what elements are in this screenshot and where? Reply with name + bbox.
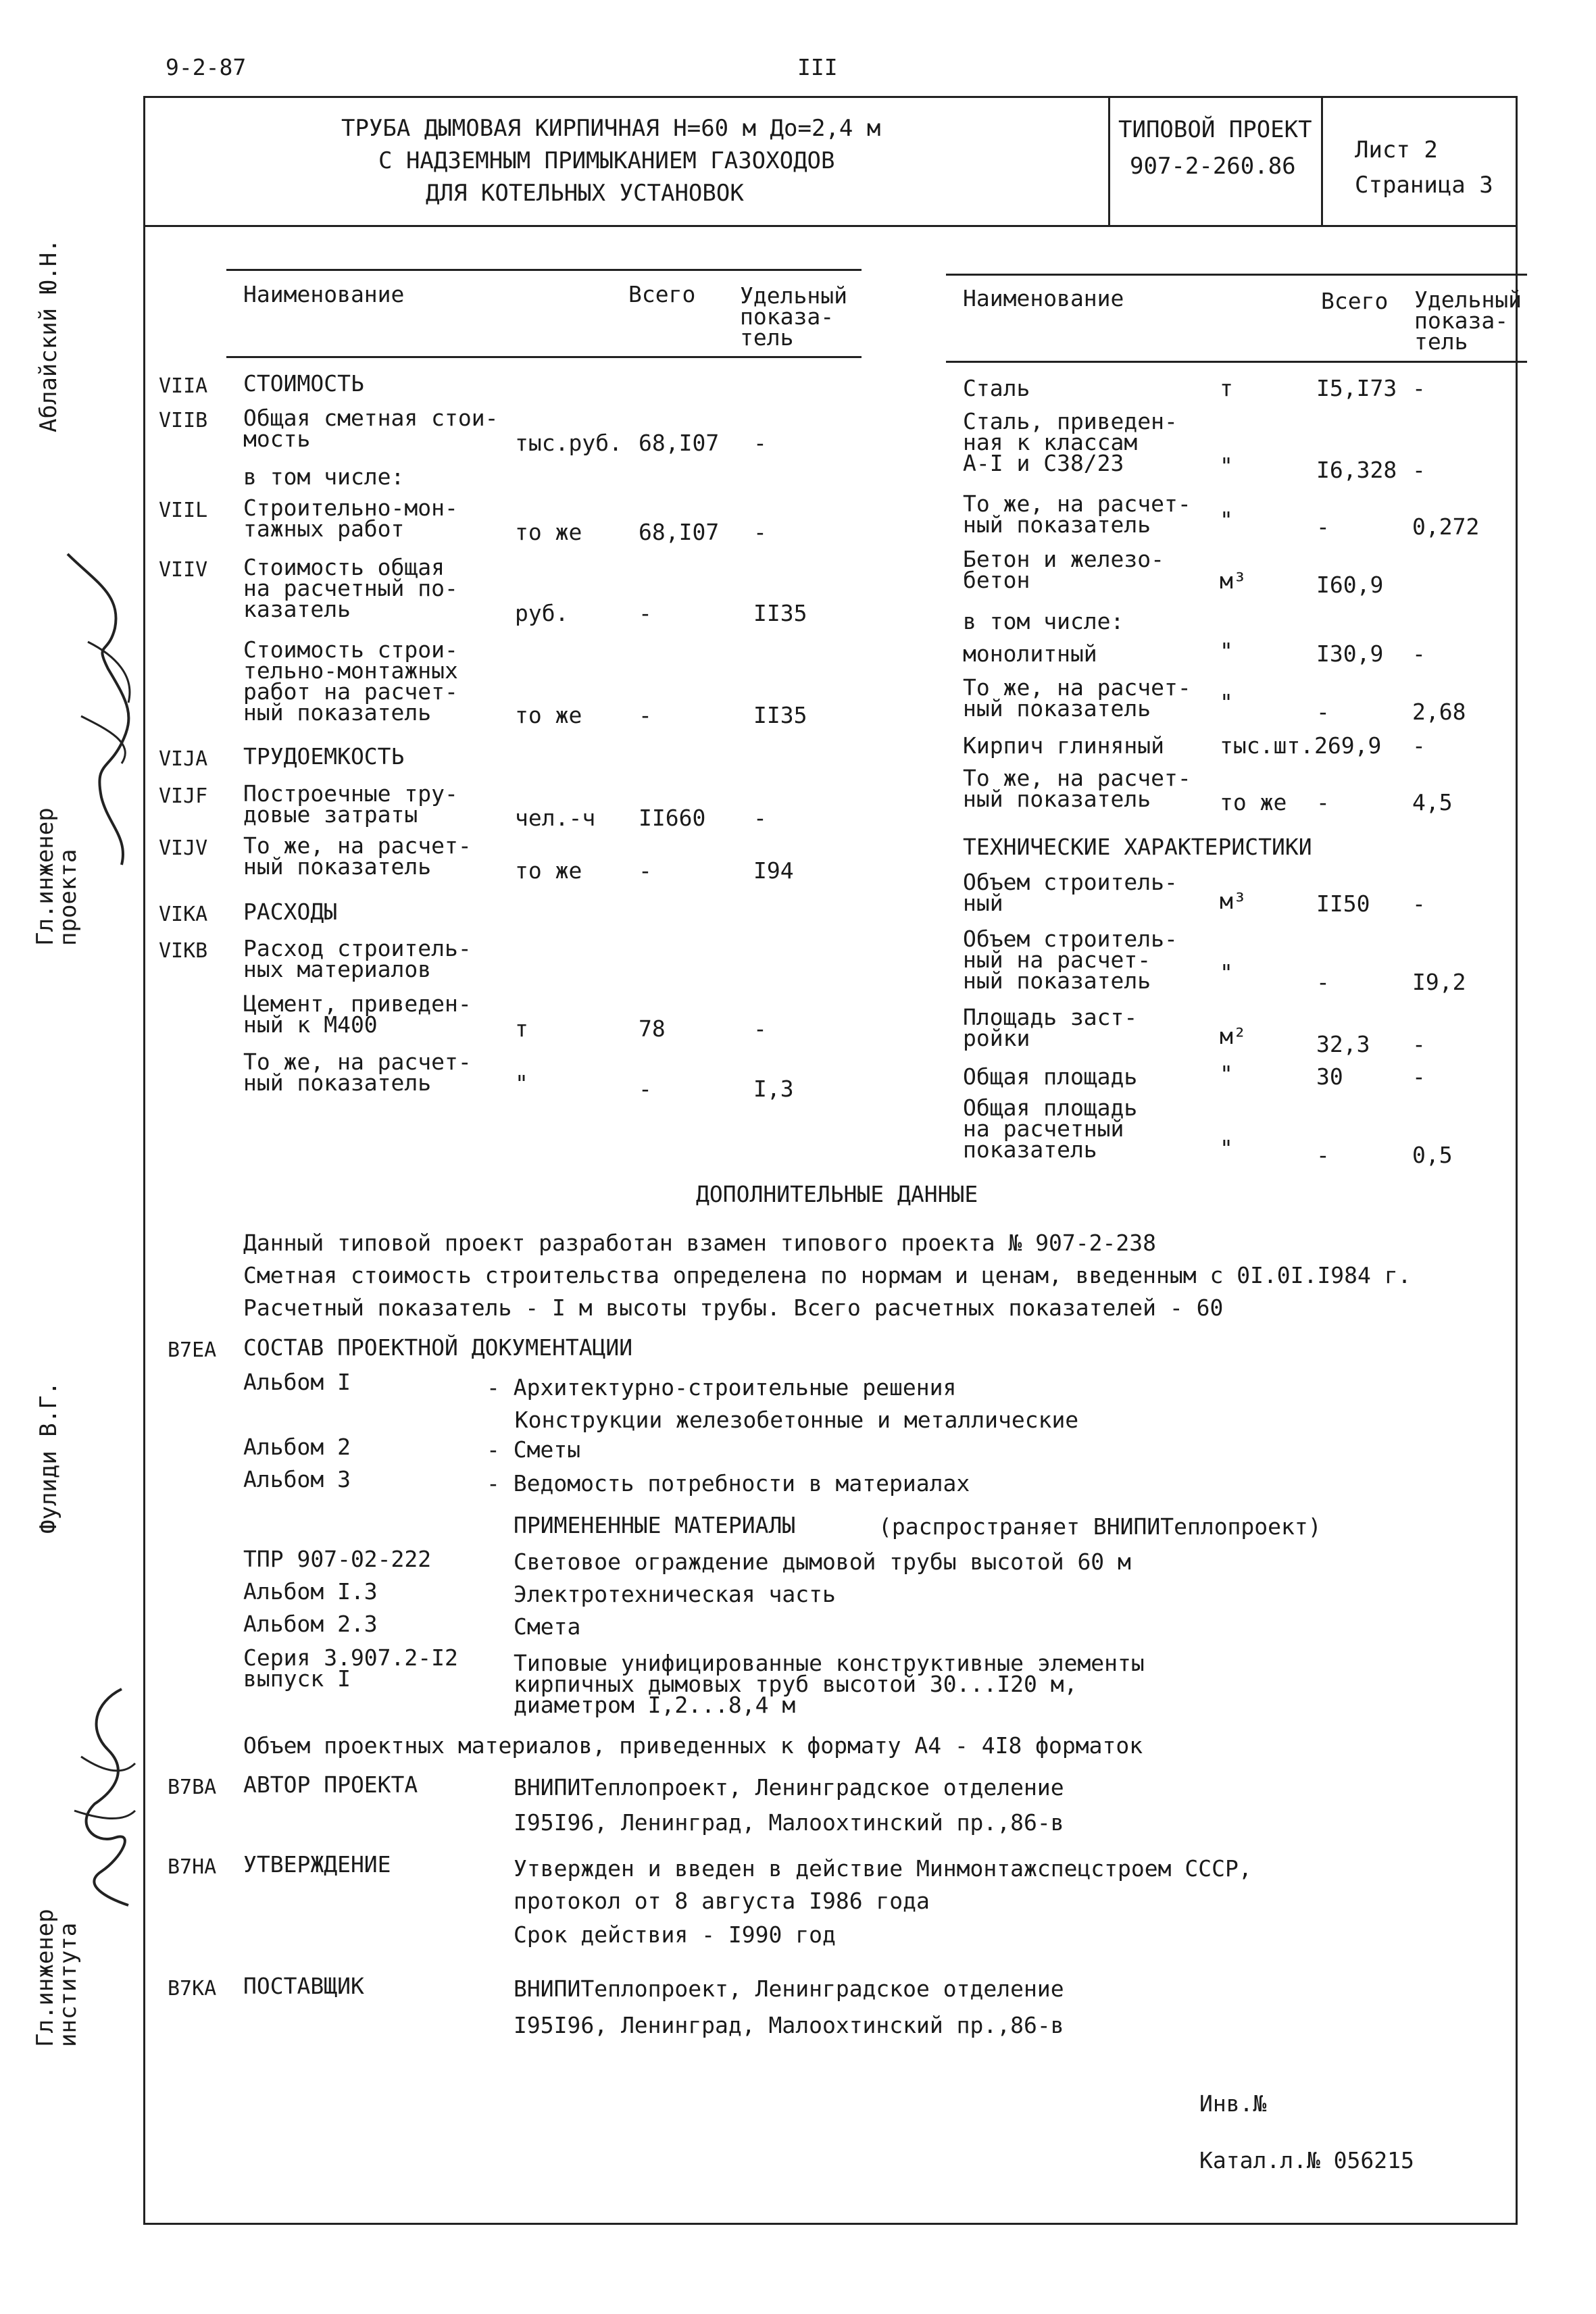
table-row-spec: -	[1412, 375, 1426, 401]
table-row-name: Сталь, приведен- ная к классам А-I и С38/23	[963, 408, 1178, 476]
row-code: B7EA	[168, 1338, 217, 1362]
title-line-3: ДЛЯ КОТЕЛЬНЫХ УСТАНОВОК	[426, 180, 744, 207]
catalog-number: Катал.л.№ 056215	[1199, 2147, 1414, 2173]
table-row-spec: I,3	[753, 1076, 794, 1102]
row-code: VIIB	[159, 409, 208, 432]
applied-note: (распространяет ВНИПИТеплопроект)	[878, 1513, 1322, 1540]
table-row-spec: -	[1412, 890, 1426, 917]
row-code: VIJV	[159, 836, 208, 860]
margin-name-1: Аблайский Ю.Н.	[35, 238, 62, 432]
table-row-total: 30	[1316, 1063, 1343, 1090]
table-row-name: ТРУДОЕМКОСТЬ	[243, 743, 405, 770]
table-row-spec: -	[1412, 457, 1426, 483]
table-row-unit: "	[1220, 507, 1233, 533]
row-code: VIJF	[159, 784, 208, 808]
right-header-total: Всего	[1321, 288, 1389, 314]
table-row-spec: I9,2	[1412, 969, 1466, 995]
table-row-name: То же, на расчет- ный показатель	[963, 765, 1191, 812]
table-row-name: То же, на расчет- ный показатель	[243, 1049, 472, 1096]
table-row-total: II660	[639, 805, 706, 831]
table-row-spec: -	[1412, 1063, 1426, 1090]
table-row-unit: "	[1220, 1135, 1233, 1161]
table-row-name: СТОИМОСТЬ	[243, 370, 364, 397]
table-row-spec: -	[753, 519, 767, 545]
table-row-total: 68,I07	[639, 519, 720, 545]
table-row-total: -	[1316, 513, 1330, 540]
title-line-1: ТРУБА ДЫМОВАЯ КИРПИЧНАЯ Н=60 м До=2,4 м	[341, 115, 881, 142]
table-row-unit: тыс.шт.	[1220, 732, 1314, 759]
author-line-2: I95I96, Ленинград, Малоохтинский пр.,86-в	[514, 1809, 1064, 1836]
signature-2	[54, 1676, 149, 1919]
table-row-unit: м³	[1220, 568, 1247, 594]
applied-desc: Световое ограждение дымовой трубы высотой 60 м	[514, 1549, 1131, 1575]
left-header-specific: Удельный показа- тель	[740, 282, 847, 351]
table-row-unit: "	[1220, 959, 1233, 986]
table-row-spec: -	[1412, 640, 1426, 667]
album-desc: - Ведомость потребности в материалах	[487, 1470, 970, 1496]
inventory-number: Инв.№	[1199, 2090, 1267, 2117]
table-row-total: -	[639, 857, 652, 884]
table-row-spec: I94	[753, 857, 794, 884]
author-line-1: ВНИПИТеплопроект, Ленинградское отделение	[514, 1774, 1064, 1801]
table-row-name: Стоимость общая на расчетный по- казатель	[243, 554, 458, 622]
table-row-name: Цемент, приведен- ный к М400	[243, 990, 472, 1038]
approval-line-2: протокол от 8 августа I986 года	[514, 1888, 930, 1914]
section-title-additional: ДОПОЛНИТЕЛЬНЫЕ ДАННЫЕ	[696, 1181, 978, 1207]
table-row-name: Строительно-мон- тажных работ	[243, 495, 458, 542]
page-number: III	[797, 54, 838, 80]
table-row-name: Кирпич глиняный	[963, 732, 1165, 759]
signature-1	[54, 540, 155, 892]
table-row-total: 269,9	[1314, 732, 1382, 759]
table-row-unit: м²	[1220, 1023, 1247, 1049]
left-header-total: Всего	[628, 281, 696, 307]
table-row-unit: чел.-ч	[515, 805, 596, 831]
album-desc: - Сметы	[487, 1436, 581, 1463]
applied-name: ТПР 907-02-222	[243, 1546, 432, 1572]
table-row-unit: тыс.руб.	[515, 430, 622, 456]
table-row-name: Бетон и железо- бетон	[963, 546, 1165, 593]
doc-date: 9-2-87	[166, 54, 247, 80]
table-row-unit: то же	[515, 702, 582, 728]
table-row-name: Расход строитель- ных материалов	[243, 935, 472, 982]
table-row-unit: "	[1220, 689, 1233, 715]
project-label: ТИПОВОЙ ПРОЕКТ	[1118, 116, 1312, 143]
table-row-name: Общая площадь	[963, 1063, 1138, 1090]
table-row-unit: то же	[515, 857, 582, 884]
table-row-name: Общая сметная стои- мость	[243, 405, 499, 452]
table-row-name: То же, на расчет- ный показатель	[963, 674, 1191, 722]
applied-title: ПРИМЕНЕННЫЕ МАТЕРИАЛЫ	[514, 1512, 796, 1538]
table-row-total: II50	[1316, 890, 1370, 917]
row-code: VIJA	[159, 747, 208, 771]
table-row-total: I30,9	[1316, 640, 1384, 667]
table-row-name: монолитный	[963, 640, 1097, 667]
additional-line-3: Расчетный показатель - I м высоты трубы. Всего расчетных показателей - 60	[243, 1294, 1224, 1321]
additional-line-2: Сметная стоимость строительства определена по нормам и ценам, введенным с 0I.0I.I984 г.	[243, 1262, 1412, 1288]
table-row-name: То же, на расчет- ный показатель	[963, 491, 1191, 538]
table-row-spec: -	[1412, 1031, 1426, 1057]
table-row-unit: м³	[1220, 888, 1247, 914]
album-desc: Конструкции железобетонные и металлические	[488, 1407, 1079, 1433]
supplier-line-1: ВНИПИТеплопроект, Ленинградское отделение	[514, 1976, 1064, 2002]
applied-desc: Смета	[514, 1613, 581, 1640]
table-row-unit: "	[1220, 453, 1233, 479]
table-row-unit: руб.	[515, 600, 569, 626]
album-name: Альбом 3	[243, 1466, 351, 1492]
table-row-total: I6,328	[1316, 457, 1397, 483]
right-header-name: Наименование	[963, 285, 1124, 311]
album-name: Альбом I	[243, 1369, 351, 1395]
table-row-total: 68,I07	[639, 430, 720, 456]
row-code: B7HA	[168, 1855, 217, 1879]
volume-line: Объем проектных материалов, приведенных к формату А4 - 4I8 форматок	[243, 1732, 1143, 1759]
additional-line-1: Данный типовой проект разработан взамен типового проекта № 907-2-238	[243, 1230, 1157, 1256]
table-row-spec: -	[753, 1015, 767, 1042]
applied-desc: Электротехническая часть	[514, 1581, 836, 1607]
table-row-name: Сталь	[963, 375, 1030, 401]
table-row-total: I5,I73	[1316, 375, 1397, 401]
row-code: VIIV	[159, 558, 208, 582]
applied-name: Серия 3.907.2-I2 выпуск I	[243, 1644, 458, 1692]
table-row-name: Стоимость строи- тельно-монтажных работ на расчет- ный показатель	[243, 636, 458, 726]
title-line-2: С НАДЗЕМНЫМ ПРИМЫКАНИЕМ ГАЗОХОДОВ	[378, 147, 835, 174]
row-code: B7KA	[168, 1977, 217, 2001]
table-row-unit: "	[1220, 638, 1233, 664]
table-row-name: ТЕХНИЧЕСКИЕ ХАРАКТЕРИСТИКИ	[963, 834, 1312, 860]
project-number: 907-2-260.86	[1130, 153, 1296, 180]
table-row-name: РАСХОДЫ	[243, 899, 338, 925]
margin-role-2: Гл.инженер института	[32, 1909, 82, 2047]
table-row-total: -	[1316, 969, 1330, 995]
table-row-unit: "	[1220, 1061, 1233, 1087]
table-row-unit: т	[515, 1015, 528, 1042]
table-row-unit: то же	[1220, 789, 1287, 815]
applied-name: Альбом 2.3	[243, 1611, 378, 1637]
applied-name: Альбом I.3	[243, 1578, 378, 1605]
approval-line-3: Срок действия - I990 год	[514, 1921, 836, 1948]
table-row-name: Объем строитель- ный на расчет- ный показатель	[963, 926, 1178, 994]
table-row-name: в том числе:	[243, 463, 405, 490]
approval-line-1: Утвержден и введен в действие Минмонтажспецстроем СССР,	[514, 1855, 1252, 1882]
table-row-name: То же, на расчет- ный показатель	[243, 832, 472, 880]
album-desc: - Архитектурно-строительные решения	[487, 1374, 957, 1401]
table-row-name: в том числе:	[963, 608, 1124, 634]
author-label: АВТОР ПРОЕКТА	[243, 1771, 418, 1798]
sheet-number: Лист 2	[1355, 136, 1438, 164]
section-title-composition: СОСТАВ ПРОЕКТНОЙ ДОКУМЕНТАЦИИ	[243, 1334, 633, 1361]
table-row-total: -	[639, 600, 652, 626]
table-row-total: -	[1316, 789, 1330, 815]
left-header-name: Наименование	[243, 281, 405, 307]
row-code: VIIL	[159, 499, 208, 522]
table-row-spec: -	[1412, 732, 1426, 759]
table-row-unit: т	[1220, 375, 1233, 401]
row-code: VIKB	[159, 939, 208, 963]
table-row-spec: II35	[753, 600, 807, 626]
table-row-name: Объем строитель- ный	[963, 869, 1178, 916]
approval-label: УТВЕРЖДЕНИЕ	[243, 1851, 391, 1878]
table-row-total: -	[639, 1076, 652, 1102]
table-row-total: 32,3	[1316, 1031, 1370, 1057]
table-row-total: 78	[639, 1015, 666, 1042]
table-row-spec: 0,5	[1412, 1142, 1453, 1168]
table-row-total: -	[639, 702, 652, 728]
table-row-unit: то же	[515, 519, 582, 545]
table-row-total: -	[1316, 1142, 1330, 1168]
album-name: Альбом 2	[243, 1434, 351, 1460]
table-row-name: Построечные тру- довые затраты	[243, 780, 458, 828]
table-row-spec: 0,272	[1412, 513, 1480, 540]
supplier-label: ПОСТАВЩИК	[243, 1973, 364, 1999]
table-row-spec: -	[753, 805, 767, 831]
table-row-total: I60,9	[1316, 572, 1384, 598]
table-row-spec: II35	[753, 702, 807, 728]
row-code: VIIA	[159, 374, 208, 398]
margin-role-1: Гл.инженер проекта	[32, 807, 82, 946]
table-row-unit: "	[515, 1070, 528, 1097]
applied-desc: Типовые унифицированные конструктивные элементы кирпичных дымовых труб высотой 30...I20 м, диаметром I,2...8,4 м	[514, 1650, 1145, 1718]
row-code: VIKA	[159, 903, 208, 926]
supplier-line-2: I95I96, Ленинград, Малоохтинский пр.,86-в	[514, 2012, 1064, 2038]
row-code: B7BA	[168, 1776, 217, 1799]
table-row-name: Площадь заст- ройки	[963, 1004, 1138, 1051]
table-row-spec: 2,68	[1412, 699, 1466, 725]
right-header-specific: Удельный показа- тель	[1414, 286, 1522, 355]
table-row-total: -	[1316, 699, 1330, 725]
table-row-spec: 4,5	[1412, 789, 1453, 815]
page-label: Страница 3	[1355, 172, 1493, 199]
table-row-spec: -	[753, 430, 767, 456]
margin-name-2: Фулиди В.Г.	[35, 1381, 62, 1534]
table-row-name: Общая площадь на расчетный показатель	[963, 1095, 1138, 1163]
